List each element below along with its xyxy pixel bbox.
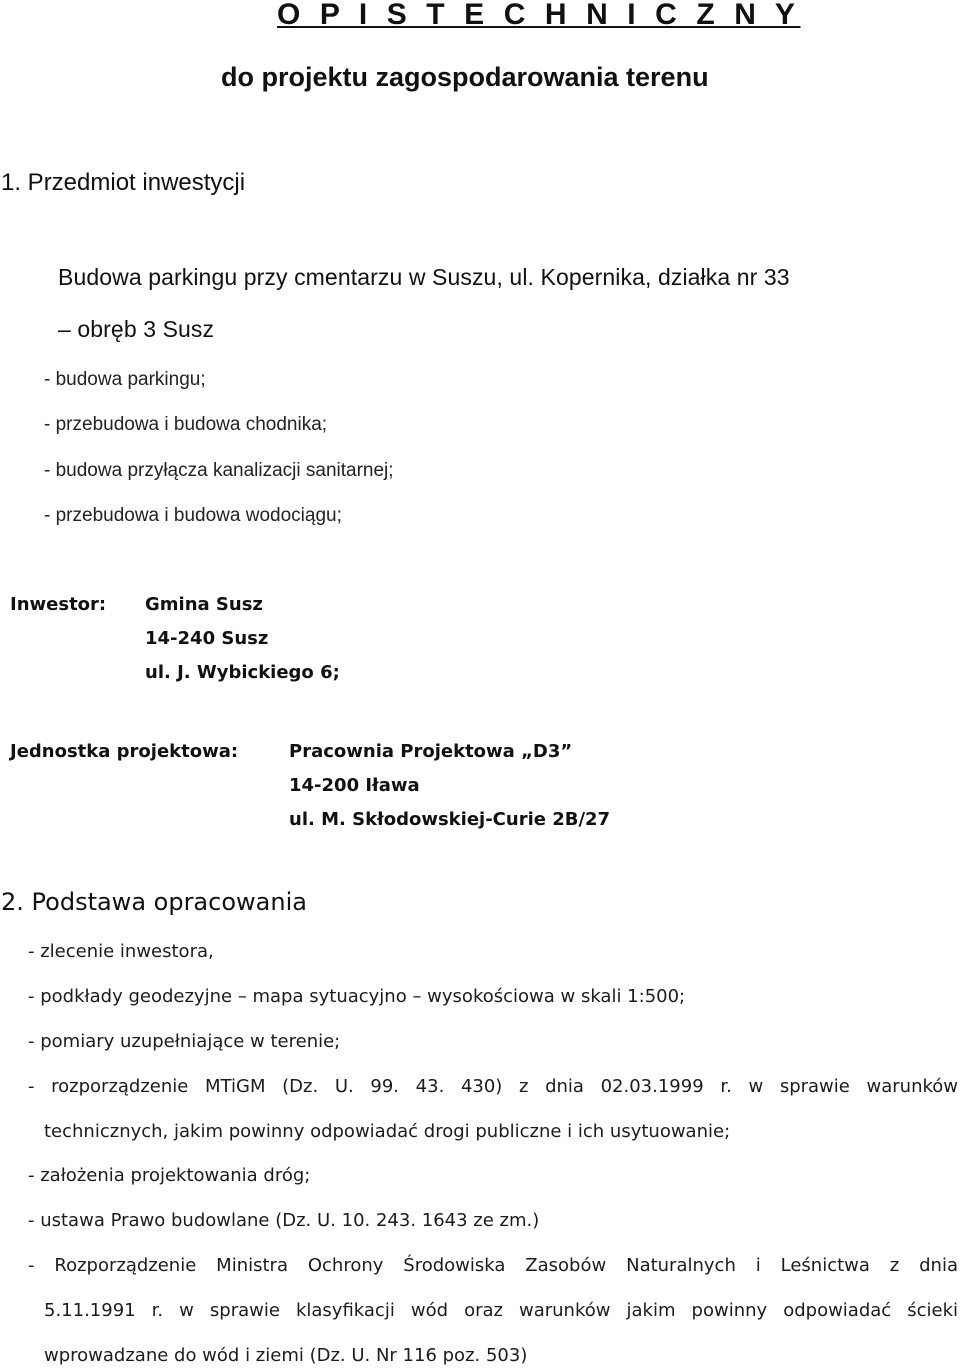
designer-postal: 14-200 Iława — [289, 775, 420, 796]
investor-street: ul. J. Wybickiego 6; — [145, 662, 340, 683]
section-heading: 1. Przedmiot inwestycji — [1, 169, 246, 196]
designer-street: ul. M. Skłodowskiej-Curie 2B/27 — [289, 809, 611, 830]
scope-item: - przebudowa i budowa wodociągu; — [44, 505, 342, 526]
basis-item-continued: wprowadzane do wód i ziemi (Dz. U. Nr 116 poz. 503) — [44, 1345, 528, 1366]
basis-item-continued: 5.11.1991 r. w sprawie klasyfikacji wód oraz warunków jakim powinny odpowiadać ścieki — [44, 1300, 958, 1321]
basis-item: - Rozporządzenie Ministra Ochrony Środowiska Zasobów Naturalnych i Leśnictwa z dnia — [28, 1255, 958, 1276]
document-title: O P I S T E C H N I C Z N Y — [277, 0, 801, 31]
basis-item: - założenia projektowania dróg; — [28, 1165, 311, 1186]
investor-postal: 14-240 Susz — [145, 628, 269, 649]
designer-name: Pracownia Projektowa „D3” — [289, 741, 573, 762]
basis-item: - zlecenie inwestora, — [28, 941, 214, 962]
basis-item: - ustawa Prawo budowlane (Dz. U. 10. 243. 1643 ze zm.) — [28, 1210, 540, 1231]
investor-label: Inwestor: — [10, 594, 107, 615]
scope-item: - przebudowa i budowa chodnika; — [44, 414, 328, 435]
scope-item: - budowa parkingu; — [44, 369, 206, 390]
section-heading: 2. Podstawa opracowania — [1, 888, 307, 916]
investor-name: Gmina Susz — [145, 594, 263, 615]
scope-item: - budowa przyłącza kanalizacji sanitarnej; — [44, 460, 394, 481]
basis-item: - podkłady geodezyjne – mapa sytuacyjno – wysokościowa w skali 1:500; — [28, 986, 686, 1007]
basis-item: - pomiary uzupełniające w terenie; — [28, 1031, 341, 1052]
basis-item: - rozporządzenie MTiGM (Dz. U. 99. 43. 430) z dnia 02.03.1999 r. w sprawie warunków — [28, 1076, 958, 1097]
investment-description: Budowa parkingu przy cmentarzu w Suszu, ul. Kopernika, działka nr 33 — [58, 264, 790, 290]
document-subtitle: do projektu zagospodarowania terenu — [221, 62, 709, 92]
designer-label: Jednostka projektowa: — [10, 741, 239, 762]
basis-item-continued: technicznych, jakim powinny odpowiadać drogi publiczne i ich usytuowanie; — [44, 1121, 731, 1142]
investment-description-continued: – obręb 3 Susz — [58, 316, 215, 342]
